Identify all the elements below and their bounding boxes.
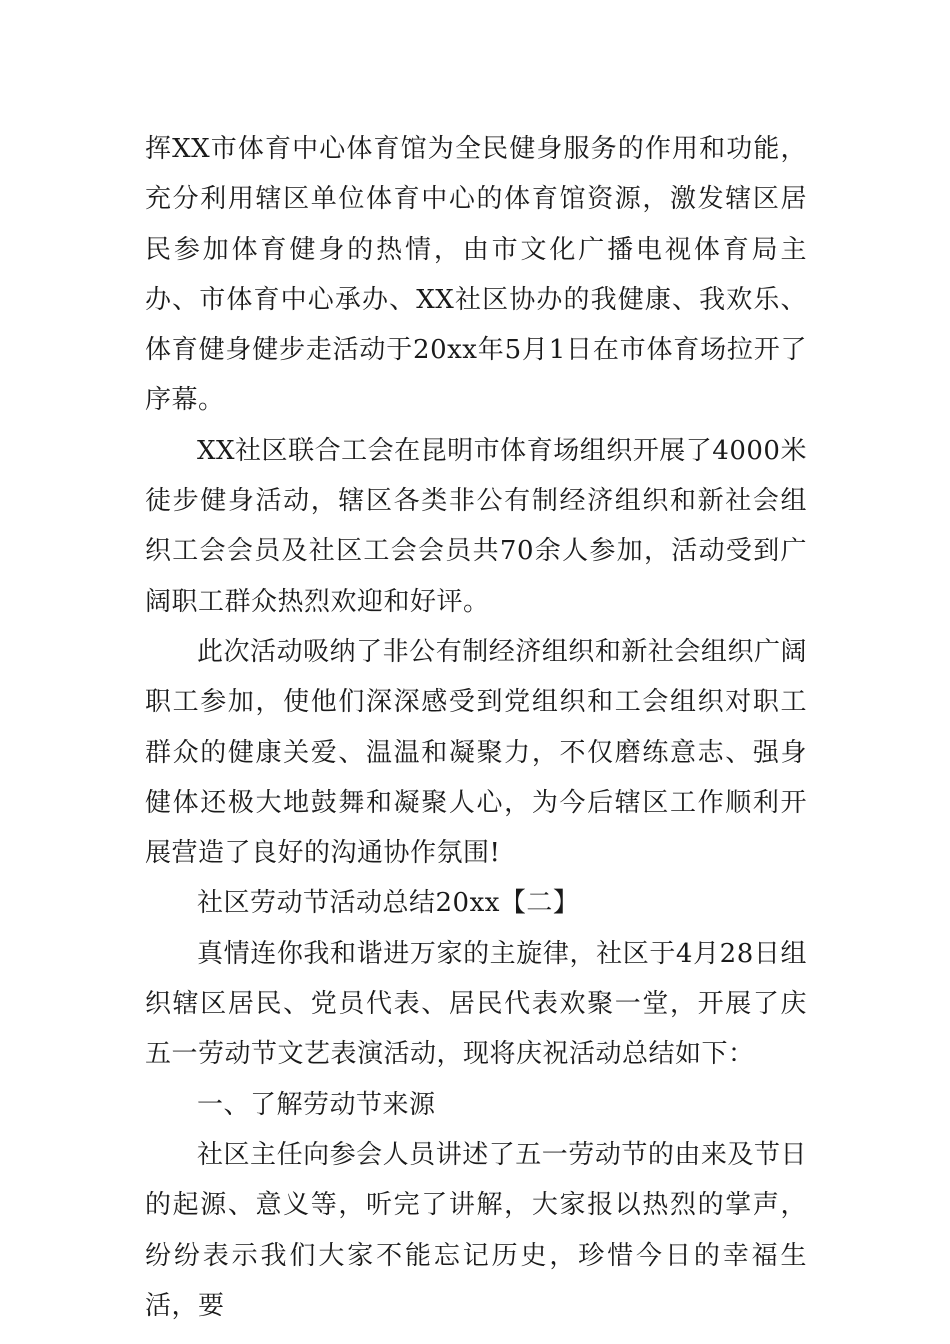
paragraph-union-walk: XX社区联合工会在昆明市体育场组织开展了4000米徒步健身活动，辖区各类非公有制经济组织和新社会组织工会会员及社区工会会员共70余人参加，活动受到广阔职工群众热烈欢迎和好评。 [145,435,807,617]
paragraph-continued: 挥XX市体育中心体育馆为全民健身服务的作用和功能，充分利用辖区单位体育中心的体育馆资源，激发辖区居民参加体育健身的热情，由市文化广播电视体育局主办、市体育中心承办、XX社区协办的我健康、我欢乐、体育健身健步走活动于20xx年5月1日在市体育场拉开了序幕。 [145,134,807,416]
paragraph-activity-impact: 此次活动吸纳了非公有制经济组织和新社会组织广阔职工参加，使他们深深感受到党组织和工会组织对职工群众的健康关爱、温温和凝聚力，不仅磨练意志、强身健体还极大地鼓舞和凝聚人心，为今后辖区工作顺利开展营造了良好的沟通协作氛围! [145,636,807,869]
paragraph-origin-talk: 社区主任向参会人员讲述了五一劳动节的由来及节日的起源、意义等，听完了讲解，大家报以热烈的掌声，纷纷表示我们大家不能忘记历史，珍惜今日的幸福生活，要 [145,1139,807,1321]
subsection-title-origin: 一、了解劳动节来源 [197,1089,436,1120]
paragraph-performance-intro: 真情连你我和谐进万家的主旋律，社区于4月28日组织辖区居民、党员代表、居民代表欢聚一堂，开展了庆五一劳动节文艺表演活动，现将庆祝活动总结如下： [145,938,807,1070]
section-title-summary-two: 社区劳动节活动总结20xx【二】 [197,888,580,919]
document-body [145,124,807,1331]
